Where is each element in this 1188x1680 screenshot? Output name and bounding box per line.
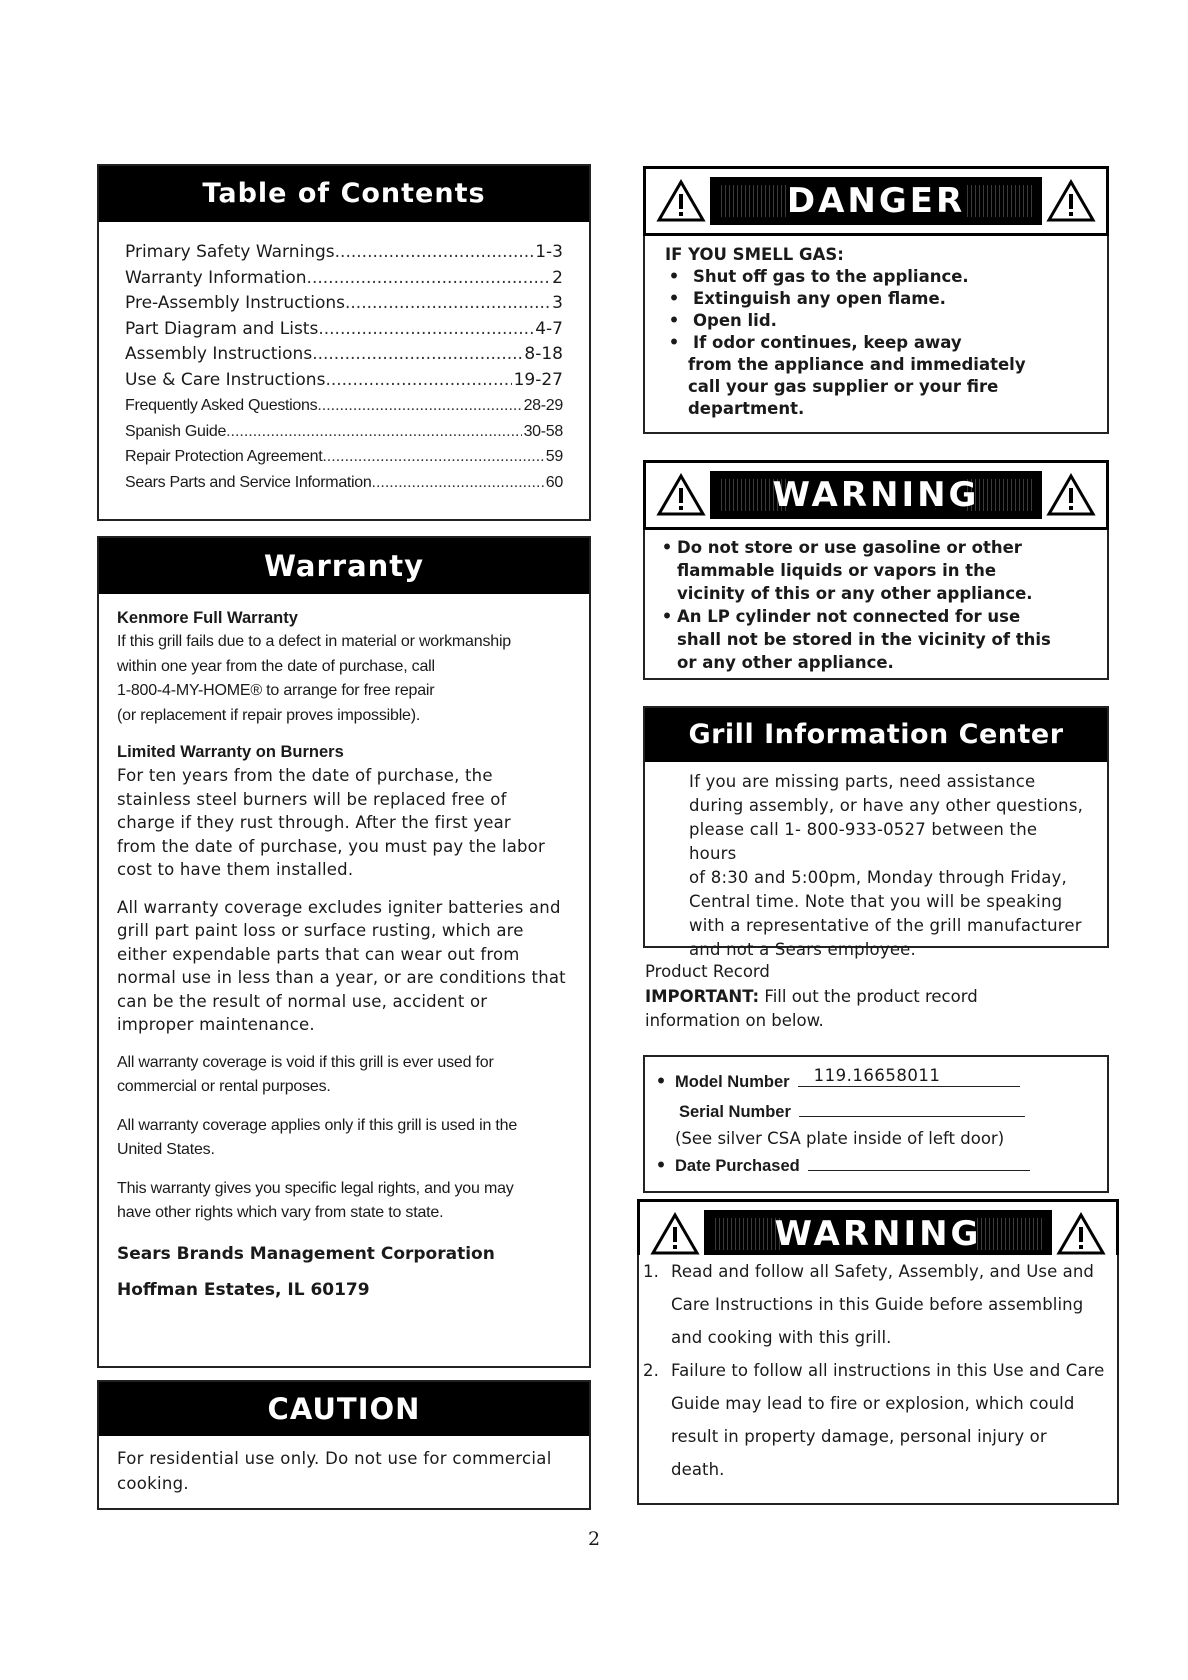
caution-text: For residential use only. Do not use for commercial cooking. bbox=[117, 1449, 552, 1493]
danger-heading: IF YOU SMELL GAS: bbox=[665, 245, 844, 264]
warning-triangle-icon bbox=[1042, 469, 1100, 521]
toc-panel bbox=[97, 164, 591, 521]
warranty-us-text: All warranty coverage applies only if this grill is used in the United States. bbox=[117, 1116, 518, 1158]
warning-sign bbox=[643, 460, 1109, 530]
toc-item[interactable]: Part Diagram and Lists ..... 4-7 bbox=[125, 317, 563, 343]
corp-address: Hoffman Estates, IL 60179 bbox=[117, 1279, 370, 1300]
list-item: • An LP cylinder not connected for use shall not be stored in the vicinity of this or any other appliance. bbox=[661, 607, 1051, 672]
warning-title: WARNING bbox=[772, 475, 980, 515]
list-item: • Extinguish any open flame. bbox=[668, 289, 946, 308]
serial-number-label: Serial Number bbox=[679, 1103, 791, 1121]
grill-info-text: If you are missing parts, need assistance during assembly, or have any other questions, please call 1- 800-933-0527 between the hours of 8:30 and 5:00pm, Monday through Friday, Central time. Note that you will be speaking with a representative of the grill manufacturer and not a Sears employee. bbox=[689, 772, 1084, 959]
serial-number-row bbox=[647, 1097, 1097, 1127]
list-item: • Open lid. bbox=[668, 311, 777, 330]
caution-panel bbox=[97, 1380, 591, 1510]
product-record-title: Product Record bbox=[645, 962, 770, 981]
toc-item[interactable]: Use & Care Instructions ..... 19-27 bbox=[125, 368, 563, 394]
toc-item[interactable]: Frequently Asked Questions ..... 28-29 bbox=[125, 393, 563, 419]
warranty-rights-text: This warranty gives you specific legal rights, and you may have other rights which vary from state to state. bbox=[117, 1179, 514, 1221]
list-item: 1. Read and follow all Safety, Assembly, and Use and Care Instructions in this Guide before assembling and cooking with this grill. bbox=[643, 1262, 1095, 1347]
limited-warranty-text: For ten years from the date of purchase, the stainless steel burners will be replaced free of charge if they rust through. After the first year from the date of purchase, you must pay the labor cost to have them installed. bbox=[117, 766, 545, 879]
toc-title: Table of Contents bbox=[99, 166, 589, 222]
danger-panel bbox=[643, 236, 1109, 434]
list-item: 2. Failure to follow all instructions in this Use and Care Guide may lead to fire or explosion, which could result in property damage, personal injury or death. bbox=[643, 1361, 1105, 1479]
model-number-field[interactable]: 119.16658011 bbox=[798, 1067, 1020, 1087]
toc-item[interactable]: Spanish Guide ..... 30-58 bbox=[125, 419, 563, 445]
corp-name: Sears Brands Management Corporation bbox=[117, 1243, 495, 1264]
warning-panel bbox=[643, 530, 1109, 680]
grill-info-title: Grill Information Center bbox=[645, 708, 1107, 762]
grill-info-panel bbox=[643, 706, 1109, 959]
date-purchased-field[interactable] bbox=[808, 1151, 1030, 1171]
list-item: • Shut off gas to the appliance. bbox=[668, 267, 969, 286]
product-record-form bbox=[643, 1055, 1109, 1193]
full-warranty-heading: Kenmore Full Warranty bbox=[117, 609, 298, 627]
date-purchased-label: Date Purchased bbox=[675, 1157, 800, 1175]
full-warranty-text: If this grill fails due to a defect in material or workmanship within one year from the date of purchase, call 1-800-4-MY-HOME® to arrange for free repair (or replacement if repair proves impossible). bbox=[117, 633, 511, 724]
serial-note: (See silver CSA plate inside of left door) bbox=[675, 1129, 1005, 1148]
warranty-exclusions-text: All warranty coverage excludes igniter batteries and grill part paint loss or surface rusting, which are either expendable parts that can wear out from normal use in less than a year, or are conditions that can be the result of normal use, accident or improper maintenance. bbox=[117, 897, 566, 1034]
warranty-void-text: All warranty coverage is void if this grill is ever used for commercial or rental purposes. bbox=[117, 1053, 494, 1095]
list-item: • If odor continues, keep away bbox=[668, 333, 962, 352]
danger-sign bbox=[643, 166, 1109, 236]
toc-item[interactable]: Sears Parts and Service Information ..... 60 bbox=[125, 470, 563, 496]
warning-list-panel bbox=[637, 1255, 1119, 1505]
toc-list bbox=[99, 222, 589, 495]
list-item: • Do not store or use gasoline or other flammable liquids or vapors in the vicinity of this or any other appliance. bbox=[661, 538, 1033, 603]
toc-item[interactable]: Pre-Assembly Instructions ..... 3 bbox=[125, 291, 563, 317]
warning-title: WARNING bbox=[774, 1214, 982, 1254]
danger-continuation: from the appliance and immediately call your gas supplier or your fire department. bbox=[688, 355, 1026, 418]
model-number-row: • Model Number 119.16658011 bbox=[647, 1067, 1097, 1097]
warranty-title: Warranty bbox=[99, 538, 589, 594]
warranty-body bbox=[99, 594, 589, 1308]
toc-item[interactable]: Primary Safety Warnings ..... 1-3 bbox=[125, 240, 563, 266]
product-record-intro: Product Record IMPORTANT: Fill out the product record information on below. bbox=[645, 960, 1105, 1034]
model-number-label: Model Number bbox=[675, 1073, 790, 1091]
toc-item[interactable]: Repair Protection Agreement ..... 59 bbox=[125, 444, 563, 470]
toc-item[interactable]: Assembly Instructions ..... 8-18 bbox=[125, 342, 563, 368]
warning-triangle-icon bbox=[652, 469, 710, 521]
serial-number-field[interactable] bbox=[799, 1097, 1025, 1117]
warranty-panel bbox=[97, 536, 591, 1368]
limited-warranty-heading: Limited Warranty on Burners bbox=[117, 743, 344, 761]
warning-triangle-icon bbox=[1052, 1208, 1110, 1260]
important-label: IMPORTANT: bbox=[645, 986, 760, 1006]
caution-title: CAUTION bbox=[99, 1382, 589, 1436]
warning-triangle-icon bbox=[646, 1208, 704, 1260]
page-number: 2 bbox=[587, 1528, 601, 1550]
warning-triangle-icon bbox=[1042, 175, 1100, 227]
date-purchased-row: • Date Purchased bbox=[647, 1151, 1097, 1181]
toc-item[interactable]: Warranty Information ..... 2 bbox=[125, 266, 563, 292]
danger-title: DANGER bbox=[786, 181, 966, 221]
warning-triangle-icon bbox=[652, 175, 710, 227]
